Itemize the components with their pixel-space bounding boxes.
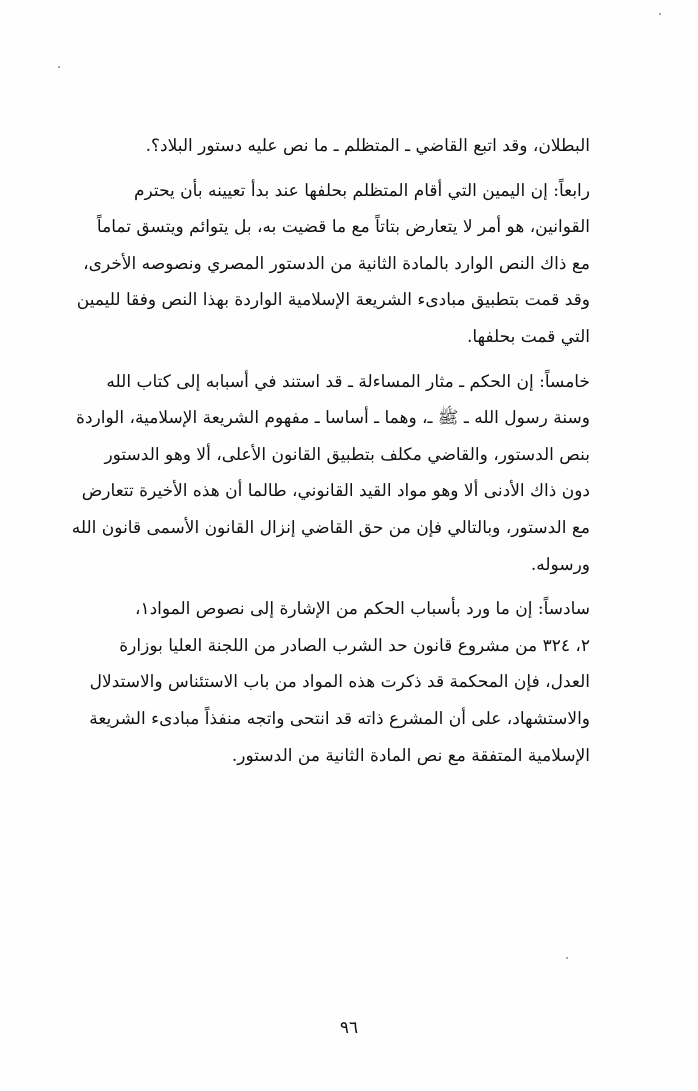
scan-speck [58, 66, 60, 68]
text-line: القوانين، هو أمر لا يتعارض بتاتاً مع ما قضيت به، بل يتوائم ويتسق تماماً [96, 217, 590, 238]
page-number: ٩٦ [339, 1018, 359, 1038]
body-text [12, 128, 590, 774]
text-line: ٢، ٣٢٤ من مشروع قانون حد الشرب الصادر من اللجنة العليا بوزارة [119, 635, 590, 656]
text-line: سادساً: إن ما ورد بأسباب الحكم من الإشارة إلى نصوص المواد١، [134, 599, 590, 620]
text-line: التي قمت بحلفها. [466, 326, 590, 347]
text-line: ورسوله. [530, 554, 590, 575]
scan-speck [566, 957, 568, 959]
text-line: العدل، فإن المحكمة قد ذكرت هذه المواد من باب الاستئناس والاستدلال [89, 672, 590, 693]
text-line: دون ذاك الأدنى ألا وهو مواد القيد القانوني، طالما أن هذه الأخيرة تتعارض [81, 481, 590, 502]
text-line: مع ذاك النص الوارد بالمادة الثانية من الدستور المصري ونصوصه الأخرى، [83, 253, 590, 274]
text-line: وسنة رسول الله ـ ﷺ ـ، وهما ـ أساسا ـ مفهوم الشريعة الإسلامية، الواردة [76, 408, 590, 429]
text-line: والاستشهاد، على أن المشرع ذاته قد انتحى واتجه منفذاً مبادىء الشريعة [89, 708, 590, 729]
text-line: الإسلامية المتفقة مع نص المادة الثانية من الدستور. [231, 745, 590, 766]
scan-speck [659, 13, 661, 15]
text-line: خامساً: إن الحكم ـ مثار المساءلة ـ قد استند في أسبابه إلى كتاب الله [106, 371, 590, 392]
text-line: وقد قمت بتطبيق مبادىء الشريعة الإسلامية الواردة بهذا النص وفقا لليمين [76, 290, 590, 311]
text-line: البطلان، وقد اتبع القاضي ـ المتظلم ـ ما نص عليه دستور البلاد؟. [145, 136, 590, 156]
text-line: بنص الدستور، والقاضي مكلف بتطبيق القانون الأعلى، ألا وهو الدستور [104, 444, 590, 465]
text-line: مع الدستور، وبالتالي فإن من حق القاضي إنزال القانون الأسمى قانون الله [71, 517, 590, 538]
text-line: رابعاً: إن اليمين التي أقام المتظلم بحلفها عند بدأ تعيينه بأن يحترم [134, 180, 590, 201]
